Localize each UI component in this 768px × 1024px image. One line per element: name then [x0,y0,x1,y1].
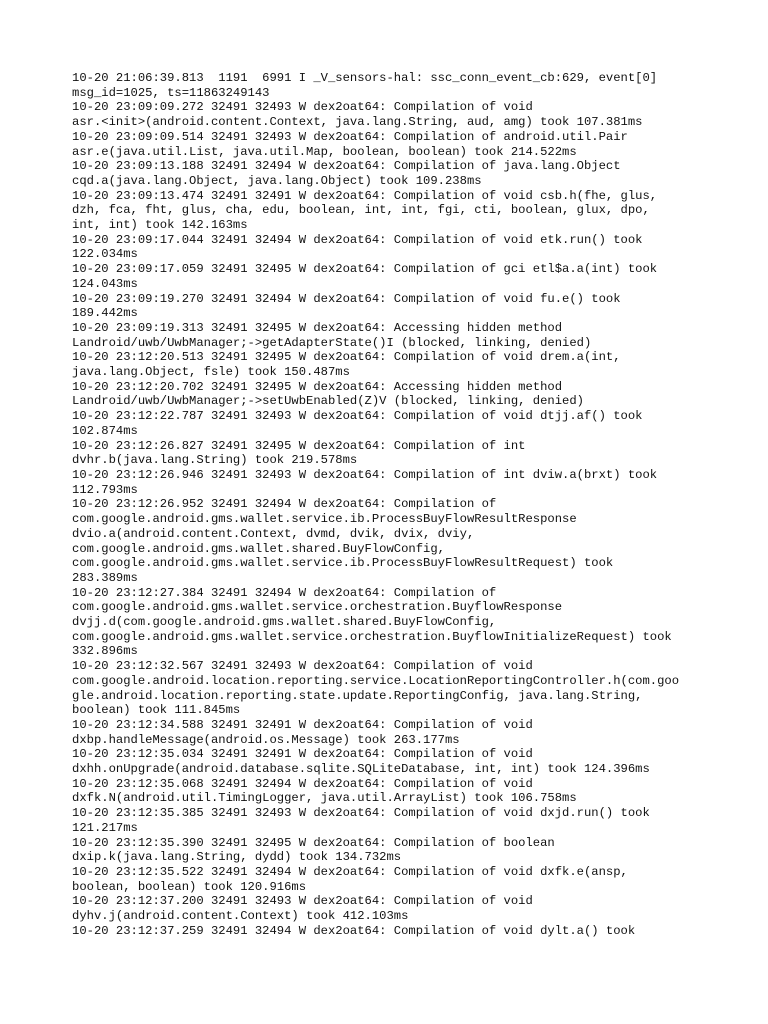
log-line: dzh, fca, fht, glus, cha, edu, boolean, int, int, fgi, cti, boolean, glux, dpo, [72,203,650,218]
log-line: dxbp.handleMessage(android.os.Message) took 263.177ms [72,732,460,747]
log-line: 10-20 23:12:26.827 32491 32495 W dex2oat64: Compilation of int [72,438,526,453]
log-line: 112.793ms [72,482,138,497]
log-line: 10-20 23:09:09.514 32491 32493 W dex2oat64: Compilation of android.util.Pair [72,129,628,144]
log-line: 189.442ms [72,306,138,321]
log-line: 102.874ms [72,423,138,438]
log-line: dvio.a(android.content.Context, dvmd, dvik, dvix, dviy, [72,526,475,541]
log-line: Landroid/uwb/UwbManager;->setUwbEnabled(Z)V (blocked, linking, denied) [72,394,584,409]
log-line: com.google.android.gms.wallet.service.orchestration.BuyflowInitializeRequest) took [72,629,672,644]
log-line: 121.217ms [72,820,138,835]
log-line: 283.389ms [72,570,138,585]
log-line: 10-20 23:12:34.588 32491 32491 W dex2oat64: Compilation of void [72,717,533,732]
log-line: dxhh.onUpgrade(android.database.sqlite.SQLiteDatabase, int, int) took 124.396ms [72,762,650,777]
log-line: 10-20 23:09:17.044 32491 32494 W dex2oat64: Compilation of void etk.run() took [72,232,643,247]
log-line: gle.android.location.reporting.state.update.ReportingConfig, java.lang.String, [72,688,643,703]
log-line: 10-20 23:12:35.390 32491 32495 W dex2oat64: Compilation of boolean [72,835,555,850]
log-line: com.google.android.gms.wallet.service.orchestration.BuyflowResponse [72,600,563,615]
log-line: 10-20 23:12:26.952 32491 32494 W dex2oat64: Compilation of [72,497,497,512]
log-line: 10-20 23:12:35.522 32491 32494 W dex2oat64: Compilation of void dxfk.e(ansp, [72,864,628,879]
log-line: 10-20 23:12:32.567 32491 32493 W dex2oat64: Compilation of void [72,659,533,674]
log-line: 10-20 23:09:19.270 32491 32494 W dex2oat64: Compilation of void fu.e() took [72,291,621,306]
log-line: com.google.android.gms.wallet.shared.BuyFlowConfig, [72,541,445,556]
log-line: cqd.a(java.lang.Object, java.lang.Object) took 109.238ms [72,173,482,188]
log-line: msg_id=1025, ts=11863249143 [72,85,270,100]
log-line: 10-20 23:12:20.513 32491 32495 W dex2oat64: Compilation of void drem.a(int, [72,350,621,365]
log-line: Landroid/uwb/UwbManager;->getAdapterState()I (blocked, linking, denied) [72,335,592,350]
log-line: dxip.k(java.lang.String, dydd) took 134.732ms [72,850,402,865]
log-line: java.lang.Object, fsle) took 150.487ms [72,365,350,380]
log-line: 10-20 23:12:26.946 32491 32493 W dex2oat64: Compilation of int dviw.a(brxt) took [72,467,658,482]
log-line: 332.896ms [72,644,138,659]
log-line: 10-20 23:09:13.188 32491 32494 W dex2oat64: Compilation of java.lang.Object [72,159,621,174]
log-line: asr.e(java.util.List, java.util.Map, boolean, boolean) took 214.522ms [72,144,577,159]
log-line: 10-20 21:06:39.813 1191 6991 I _V_sensors-hal: ssc_conn_event_cb:629, event[0] [72,71,658,85]
log-line: com.google.android.gms.wallet.service.ib.ProcessBuyFlowResultResponse [72,512,577,527]
log-line: boolean) took 111.845ms [72,703,241,718]
log-line: 10-20 23:09:19.313 32491 32495 W dex2oat64: Accessing hidden method [72,320,563,335]
log-line: 124.043ms [72,276,138,291]
log-line: dvhr.b(java.lang.String) took 219.578ms [72,453,358,468]
log-line: 10-20 23:12:35.034 32491 32491 W dex2oat64: Compilation of void [72,747,533,762]
log-line: com.google.android.gms.wallet.service.ib.ProcessBuyFlowResultRequest) took [72,556,614,571]
log-line: 10-20 23:09:17.059 32491 32495 W dex2oat64: Compilation of gci etl$a.a(int) took [72,262,658,277]
log-line: 10-20 23:12:37.200 32491 32493 W dex2oat64: Compilation of void [72,894,533,909]
log-text-block [72,71,712,938]
log-line: int, int) took 142.163ms [72,218,248,233]
log-line: 10-20 23:09:09.272 32491 32493 W dex2oat64: Compilation of void [72,100,533,115]
log-line: dxfk.N(android.util.TimingLogger, java.util.ArrayList) took 106.758ms [72,791,577,806]
log-line: 10-20 23:12:35.385 32491 32493 W dex2oat64: Compilation of void dxjd.run() took [72,806,650,821]
log-line: 122.034ms [72,247,138,262]
log-line: asr.<init>(android.content.Context, java.lang.String, aud, amg) took 107.381ms [72,115,643,130]
log-line: 10-20 23:12:22.787 32491 32493 W dex2oat64: Compilation of void dtjj.af() took [72,409,643,424]
log-line: 10-20 23:12:37.259 32491 32494 W dex2oat64: Compilation of void dylt.a() took [72,923,636,938]
log-line: com.google.android.location.reporting.service.LocationReportingController.h(com.goo [72,673,680,688]
log-line: 10-20 23:12:27.384 32491 32494 W dex2oat64: Compilation of [72,585,497,600]
log-line: 10-20 23:09:13.474 32491 32491 W dex2oat64: Compilation of void csb.h(fhe, glus, [72,188,658,203]
log-line: 10-20 23:12:35.068 32491 32494 W dex2oat64: Compilation of void [72,776,533,791]
log-line: boolean, boolean) took 120.916ms [72,879,307,894]
log-line: dyhv.j(android.content.Context) took 412.103ms [72,909,409,924]
log-line: 10-20 23:12:20.702 32491 32495 W dex2oat64: Accessing hidden method [72,379,563,394]
log-line: dvjj.d(com.google.android.gms.wallet.shared.BuyFlowConfig, [72,615,497,630]
